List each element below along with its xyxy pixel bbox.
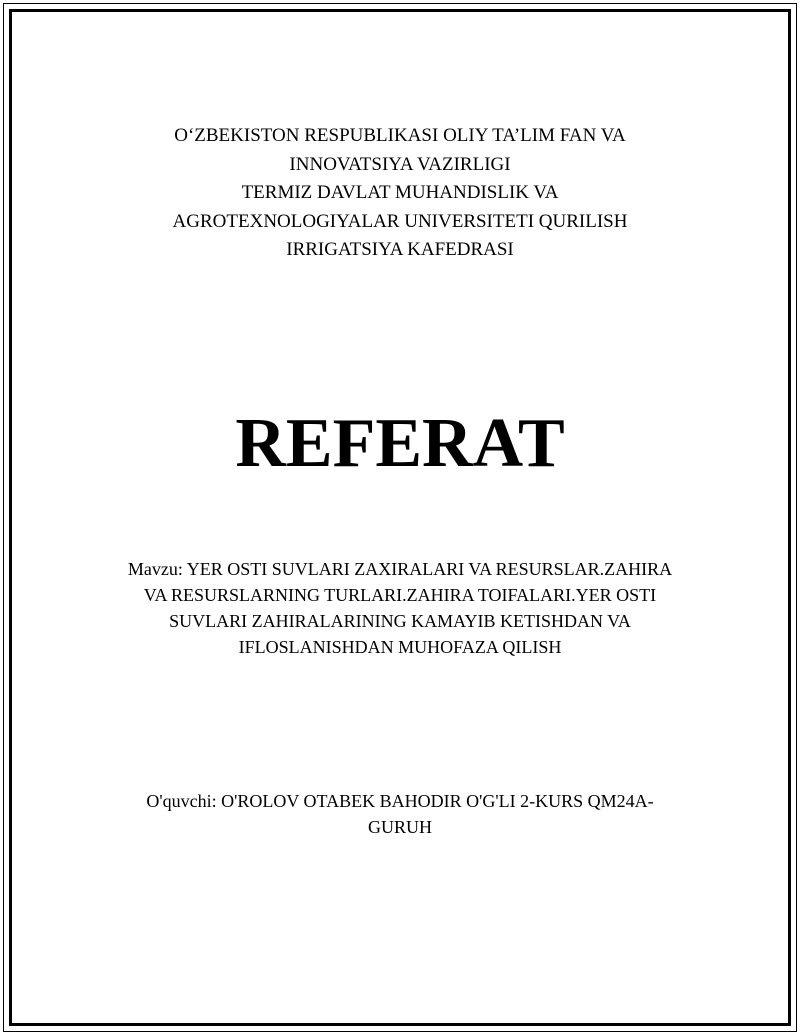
topic-line: Mavzu: YER OSTI SUVLARI ZAXIRALARI VA RESURSLAR.ZAHIRA <box>127 559 673 579</box>
topic-line: IFLOSLANISHDAN MUHOFAZA QILISH <box>238 637 562 657</box>
topic-section <box>60 556 740 660</box>
document-title: REFERAT <box>235 405 565 482</box>
institution-line: O‘ZBEKISTON RESPUBLIKASI OLIY TA’LIM FAN VA <box>174 125 626 146</box>
student-line: O'quvchi: O'ROLOV OTABEK BAHODIR O'G'LI 2-KURS QM24A- <box>146 791 654 811</box>
institution-line: INNOVATSIYA VAZIRLIGI <box>289 153 511 175</box>
institution-line: AGROTEXNOLOGIYALAR UNIVERSITETI QURILISH <box>172 210 628 232</box>
institution-header <box>60 122 740 265</box>
topic-line: VA RESURSLARNING TURLARI.ZAHIRA TOIFALARI.YER OSTI <box>143 585 657 605</box>
institution-line: TERMIZ DAVLAT MUHANDISLIK VA <box>241 182 559 203</box>
topic-line: SUVLARI ZAHIRALARINING KAMAYIB KETISHDAN VA <box>169 611 631 631</box>
student-line: GURUH <box>367 817 432 837</box>
institution-line: IRRIGATSIYA KAFEDRASI <box>286 239 514 260</box>
student-section <box>60 788 740 840</box>
